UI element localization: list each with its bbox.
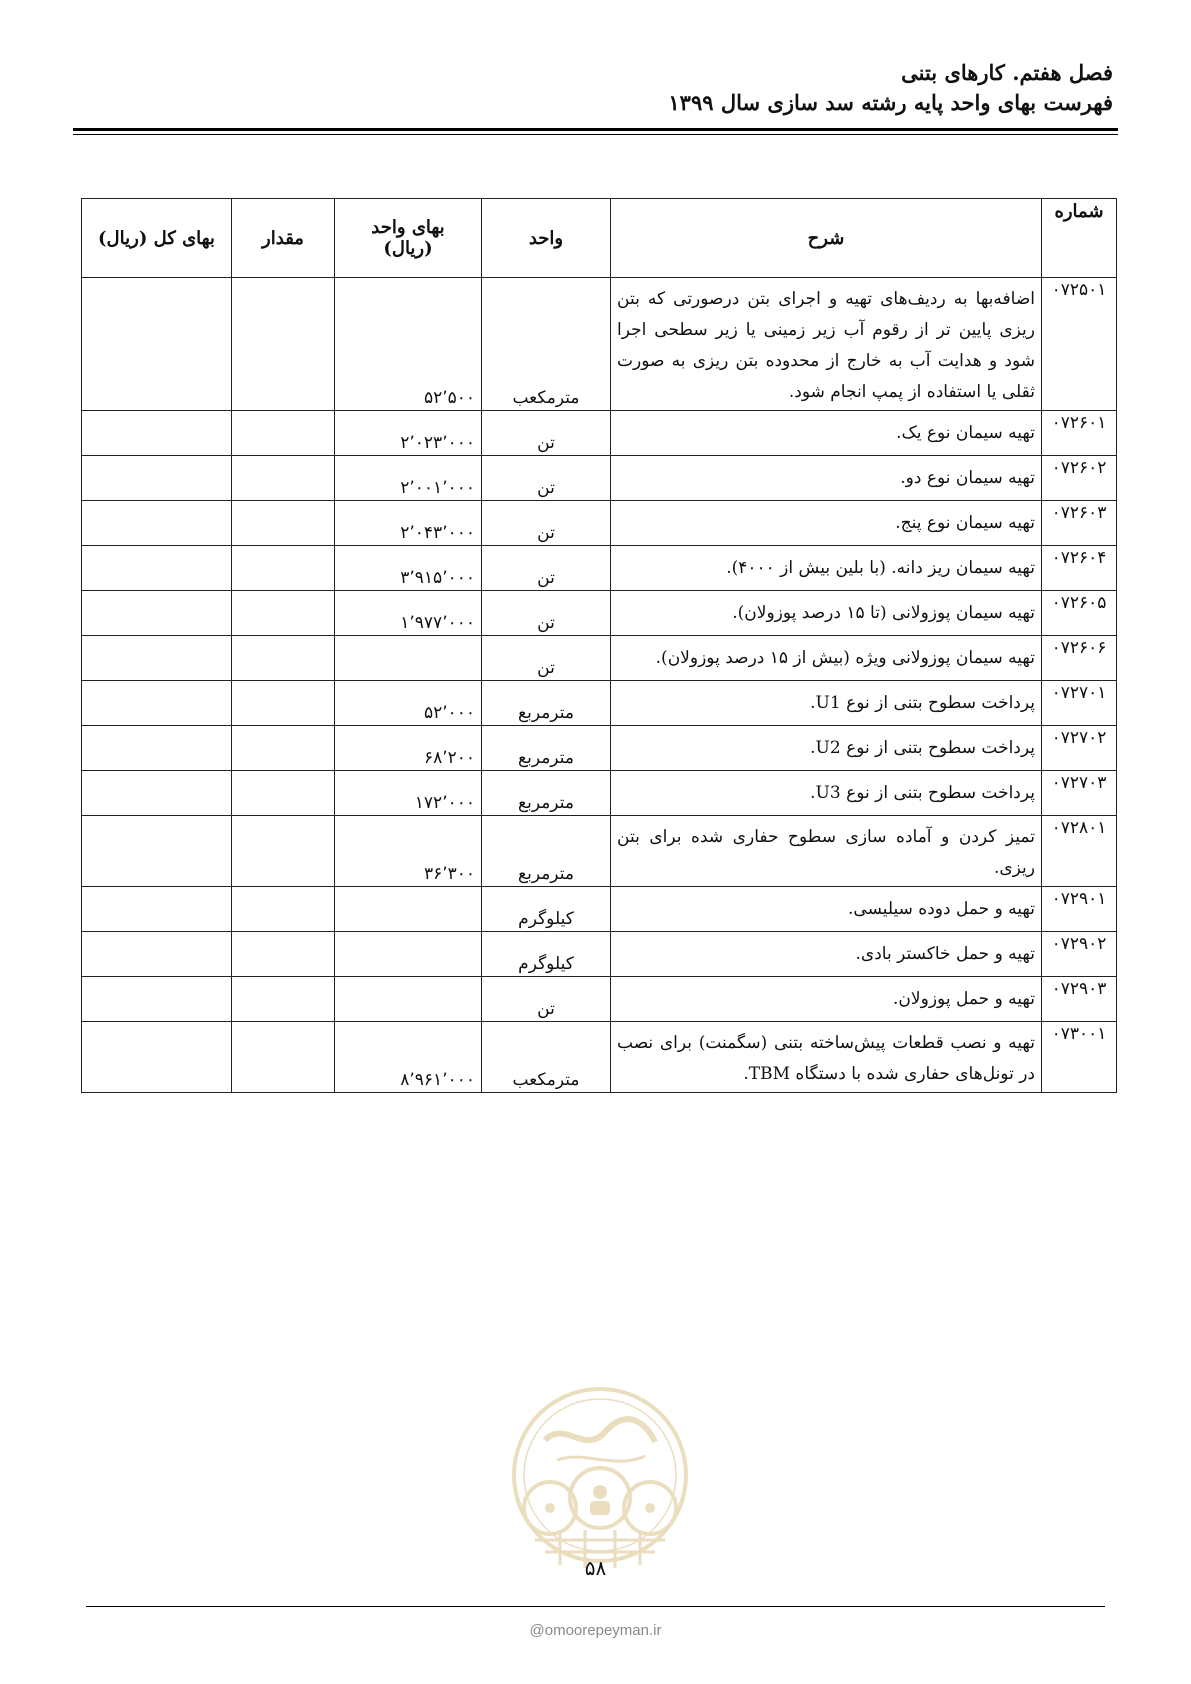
row-quantity	[232, 726, 335, 771]
col-header-unit-price-currency: (ریال)	[383, 238, 433, 259]
table-row	[82, 1022, 1117, 1093]
row-unit: مترمکعب	[482, 278, 611, 411]
row-unit-price: ۲٬۰۴۳٬۰۰۰	[335, 501, 482, 546]
row-unit-price: ۲٬۰۲۳٬۰۰۰	[335, 411, 482, 456]
row-unit-price	[335, 977, 482, 1022]
row-code: ۰۷۲۶۰۶	[1042, 636, 1117, 681]
table-row	[82, 932, 1117, 977]
row-unit: تن	[482, 977, 611, 1022]
page-header	[668, 58, 1113, 118]
row-total	[82, 681, 232, 726]
row-unit-price	[335, 887, 482, 932]
row-total	[82, 501, 232, 546]
row-unit-price: ۲٬۰۰۱٬۰۰۰	[335, 456, 482, 501]
row-description: اضافه‌بها به ردیف‌های تهیه و اجرای بتن درصورتی که بتن ریزی پایین تر از رقوم آب زیر زمینی یا زیر سطحی اجرا شود و هدایت آب به خارج از محدوده بتن ریزی به صورت ثقلی یا استفاده از پمپ انجام شود.	[611, 278, 1042, 411]
omoorepeyman-seal-logo-icon	[505, 1380, 695, 1580]
row-total	[82, 456, 232, 501]
col-header-quantity: مقدار	[232, 199, 335, 278]
row-unit: تن	[482, 591, 611, 636]
row-unit: کیلوگرم	[482, 887, 611, 932]
row-total	[82, 636, 232, 681]
row-description: تهیه سیمان نوع دو.	[611, 456, 1042, 501]
row-code: ۰۷۲۷۰۱	[1042, 681, 1117, 726]
col-header-description: شرح	[611, 199, 1042, 278]
col-header-unit-price	[335, 199, 482, 278]
row-code: ۰۷۲۹۰۳	[1042, 977, 1117, 1022]
row-unit: مترمربع	[482, 726, 611, 771]
header-rule-thick	[73, 128, 1118, 131]
row-unit-price: ۱٬۹۷۷٬۰۰۰	[335, 591, 482, 636]
row-quantity	[232, 977, 335, 1022]
row-unit: مترمکعب	[482, 1022, 611, 1093]
row-description: پرداخت سطوح بتنی از نوع U2.	[611, 726, 1042, 771]
row-unit-price: ۸٬۹۶۱٬۰۰۰	[335, 1022, 482, 1093]
col-header-code: شماره	[1042, 199, 1117, 278]
row-quantity	[232, 636, 335, 681]
row-code: ۰۷۲۷۰۲	[1042, 726, 1117, 771]
row-quantity	[232, 591, 335, 636]
row-unit: تن	[482, 411, 611, 456]
row-unit-price	[335, 636, 482, 681]
row-quantity	[232, 546, 335, 591]
table-row	[82, 681, 1117, 726]
row-description: تهیه و حمل خاکستر بادی.	[611, 932, 1042, 977]
row-code: ۰۷۲۵۰۱	[1042, 278, 1117, 411]
table-row	[82, 456, 1117, 501]
row-unit: کیلوگرم	[482, 932, 611, 977]
row-description: تهیه و حمل پوزولان.	[611, 977, 1042, 1022]
row-quantity	[232, 771, 335, 816]
row-total	[82, 771, 232, 816]
table-row	[82, 546, 1117, 591]
row-quantity	[232, 1022, 335, 1093]
footer-website[interactable]: @omoorepeyman.ir	[529, 1622, 662, 1639]
row-quantity	[232, 887, 335, 932]
table-row	[82, 411, 1117, 456]
row-description: تمیز کردن و آماده سازی سطوح حفاری شده برای بتن ریزی.	[611, 816, 1042, 887]
row-total	[82, 546, 232, 591]
row-description: تهیه و حمل دوده سیلیسی.	[611, 887, 1042, 932]
row-quantity	[232, 501, 335, 546]
row-unit-price	[335, 932, 482, 977]
row-code: ۰۷۳۰۰۱	[1042, 1022, 1117, 1093]
table-row	[82, 726, 1117, 771]
col-header-total: بهای کل (ریال)	[82, 199, 232, 278]
table-header-row	[82, 199, 1117, 278]
row-total	[82, 977, 232, 1022]
row-unit: تن	[482, 456, 611, 501]
table-row	[82, 816, 1117, 887]
row-unit: تن	[482, 501, 611, 546]
table-row	[82, 771, 1117, 816]
chapter-title: فصل هفتم. کارهای بتنی	[901, 60, 1113, 85]
row-code: ۰۷۲۶۰۳	[1042, 501, 1117, 546]
row-unit: مترمربع	[482, 681, 611, 726]
row-total	[82, 816, 232, 887]
table-row	[82, 977, 1117, 1022]
row-total	[82, 411, 232, 456]
row-code: ۰۷۲۸۰۱	[1042, 816, 1117, 887]
row-code: ۰۷۲۶۰۱	[1042, 411, 1117, 456]
table-row	[82, 636, 1117, 681]
row-total	[82, 1022, 232, 1093]
row-code: ۰۷۲۶۰۵	[1042, 591, 1117, 636]
page-number: ۵۸	[584, 1556, 607, 1580]
row-unit-price: ۵۲٬۰۰۰	[335, 681, 482, 726]
col-header-unit-price-label: بهای واحد	[371, 217, 445, 238]
row-unit: مترمربع	[482, 771, 611, 816]
row-quantity	[232, 411, 335, 456]
row-unit-price: ۵۲٬۵۰۰	[335, 278, 482, 411]
row-description: تهیه سیمان نوع یک.	[611, 411, 1042, 456]
row-description: تهیه سیمان پوزولانی ویژه (بیش از ۱۵ درصد پوزولان).	[611, 636, 1042, 681]
row-unit-price: ۱۷۲٬۰۰۰	[335, 771, 482, 816]
row-unit: تن	[482, 546, 611, 591]
row-total	[82, 591, 232, 636]
row-quantity	[232, 456, 335, 501]
row-quantity	[232, 278, 335, 411]
row-description: تهیه سیمان پوزولانی (تا ۱۵ درصد پوزولان).	[611, 591, 1042, 636]
row-description: تهیه سیمان نوع پنج.	[611, 501, 1042, 546]
row-total	[82, 278, 232, 411]
table-row	[82, 887, 1117, 932]
row-total	[82, 887, 232, 932]
table-row	[82, 278, 1117, 411]
row-quantity	[232, 932, 335, 977]
row-unit-price: ۳۶٬۳۰۰	[335, 816, 482, 887]
col-header-unit: واحد	[482, 199, 611, 278]
row-description: تهیه و نصب قطعات پیش‌ساخته بتنی (سگمنت) برای نصب در تونل‌های حفاری شده با دستگاه TBM.	[611, 1022, 1042, 1093]
row-description: پرداخت سطوح بتنی از نوع U1.	[611, 681, 1042, 726]
table-row	[82, 501, 1117, 546]
table-row	[82, 591, 1117, 636]
row-total	[82, 932, 232, 977]
row-code: ۰۷۲۹۰۲	[1042, 932, 1117, 977]
row-code: ۰۷۲۶۰۴	[1042, 546, 1117, 591]
row-unit: تن	[482, 636, 611, 681]
row-quantity	[232, 681, 335, 726]
row-code: ۰۷۲۷۰۳	[1042, 771, 1117, 816]
row-total	[82, 726, 232, 771]
document-title: فهرست بهای واحد پایه رشته سد سازی سال ۱۳۹۹	[668, 90, 1113, 115]
row-quantity	[232, 816, 335, 887]
footer-rule	[86, 1606, 1105, 1607]
row-description: تهیه سیمان ریز دانه. (با بلین بیش از ۴۰۰۰).	[611, 546, 1042, 591]
row-unit: مترمربع	[482, 816, 611, 887]
row-code: ۰۷۲۹۰۱	[1042, 887, 1117, 932]
price-list-table	[81, 198, 1117, 1093]
row-description: پرداخت سطوح بتنی از نوع U3.	[611, 771, 1042, 816]
row-code: ۰۷۲۶۰۲	[1042, 456, 1117, 501]
row-unit-price: ۳٬۹۱۵٬۰۰۰	[335, 546, 482, 591]
row-unit-price: ۶۸٬۲۰۰	[335, 726, 482, 771]
header-rule-thin	[73, 134, 1118, 135]
